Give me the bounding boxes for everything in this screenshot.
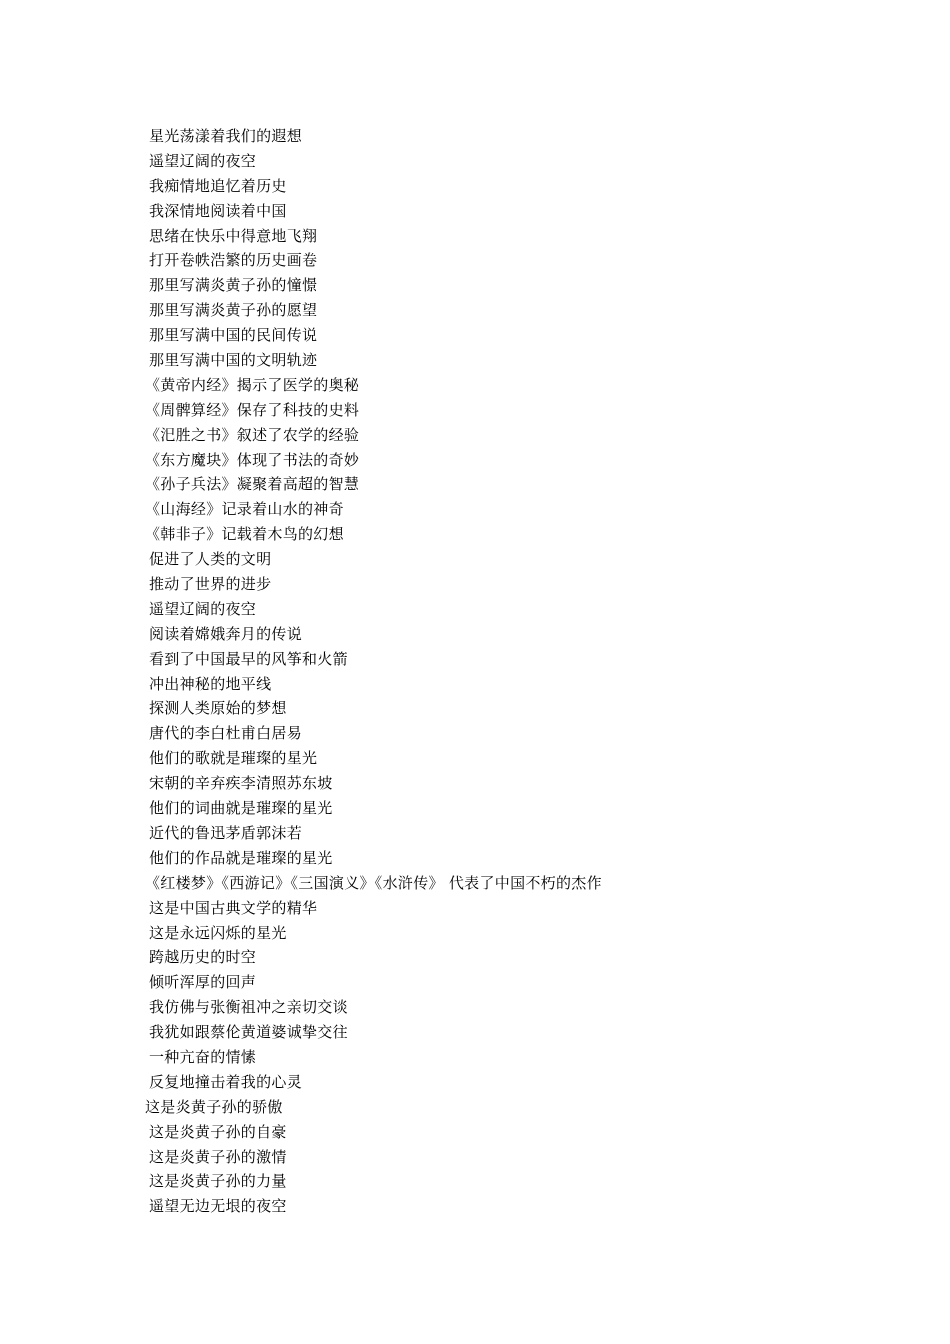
poem-line: 我仿佛与张衡祖冲之亲切交谈 bbox=[149, 998, 348, 1017]
poem-line: 他们的词曲就是璀璨的星光 bbox=[149, 799, 333, 818]
poem-line: 《汜胜之书》叙述了农学的经验 bbox=[145, 425, 360, 444]
poem-line: 那里写满中国的文明轨迹 bbox=[149, 351, 318, 370]
poem-line: 《孙子兵法》凝聚着高超的智慧 bbox=[145, 475, 360, 494]
poem-line: 推动了世界的进步 bbox=[149, 575, 272, 594]
poem-line: 《韩非子》记载着木鸟的幻想 bbox=[145, 525, 344, 544]
poem-line: 促进了人类的文明 bbox=[149, 550, 272, 569]
poem-line: 近代的鲁迅茅盾郭沫若 bbox=[149, 823, 303, 842]
poem-line: 宋朝的辛弃疾李清照苏东坡 bbox=[149, 774, 333, 793]
poem-body bbox=[145, 124, 905, 1219]
poem-line: 这是炎黄子孙的力量 bbox=[149, 1172, 287, 1191]
poem-line: 我犹如跟蔡伦黄道婆诚挚交往 bbox=[149, 1023, 348, 1042]
poem-line: 他们的歌就是璀璨的星光 bbox=[149, 749, 318, 768]
poem-line: 倾听浑厚的回声 bbox=[149, 973, 257, 992]
poem-line: 《周髀算经》保存了科技的史料 bbox=[145, 400, 360, 419]
poem-line: 《东方魔块》体现了书法的奇妙 bbox=[145, 450, 360, 469]
poem-line: 我痴情地追忆着历史 bbox=[149, 176, 287, 195]
poem-line: 遥望辽阔的夜空 bbox=[149, 151, 257, 170]
poem-line: 这是炎黄子孙的激情 bbox=[149, 1147, 287, 1166]
poem-line: 阅读着嫦娥奔月的传说 bbox=[149, 624, 303, 643]
poem-line: 那里写满炎黄子孙的憧憬 bbox=[149, 276, 318, 295]
poem-line: 《山海经》记录着山水的神奇 bbox=[145, 500, 344, 519]
poem-line: 跨越历史的时空 bbox=[149, 948, 257, 967]
poem-line: 冲出神秘的地平线 bbox=[149, 674, 272, 693]
poem-line: 星光荡漾着我们的遐想 bbox=[149, 127, 303, 145]
poem-line: 《红楼梦》《西游记》《三国演义》《水浒传》 代表了中国不朽的杰作 bbox=[145, 873, 602, 892]
poem-line: 打开卷帙浩繁的历史画卷 bbox=[149, 251, 318, 270]
poem-line: 这是永远闪烁的星光 bbox=[149, 923, 287, 942]
poem-line: 唐代的李白杜甫白居易 bbox=[149, 724, 303, 743]
poem-line: 反复地撞击着我的心灵 bbox=[149, 1072, 303, 1091]
poem-line: 遥望辽阔的夜空 bbox=[149, 599, 257, 618]
poem-line: 他们的作品就是璀璨的星光 bbox=[149, 848, 333, 867]
poem-line: 那里写满中国的民间传说 bbox=[149, 326, 318, 345]
poem-line: 这是炎黄子孙的自豪 bbox=[149, 1122, 287, 1141]
poem-line: 探测人类原始的梦想 bbox=[149, 699, 287, 718]
poem-line: 那里写满炎黄子孙的愿望 bbox=[149, 301, 318, 320]
poem-line: 我深情地阅读着中国 bbox=[149, 201, 287, 220]
poem-line: 这是炎黄子孙的骄傲 bbox=[145, 1097, 283, 1116]
poem-line: 《黄帝内经》揭示了医学的奥秘 bbox=[145, 375, 360, 394]
poem-line: 一种亢奋的情愫 bbox=[149, 1047, 257, 1066]
poem-line: 思绪在快乐中得意地飞翔 bbox=[149, 226, 318, 245]
poem-line: 看到了中国最早的风筝和火箭 bbox=[149, 649, 348, 668]
poem-line: 这是中国古典文学的精华 bbox=[149, 898, 318, 917]
poem-line: 遥望无边无垠的夜空 bbox=[149, 1197, 287, 1216]
